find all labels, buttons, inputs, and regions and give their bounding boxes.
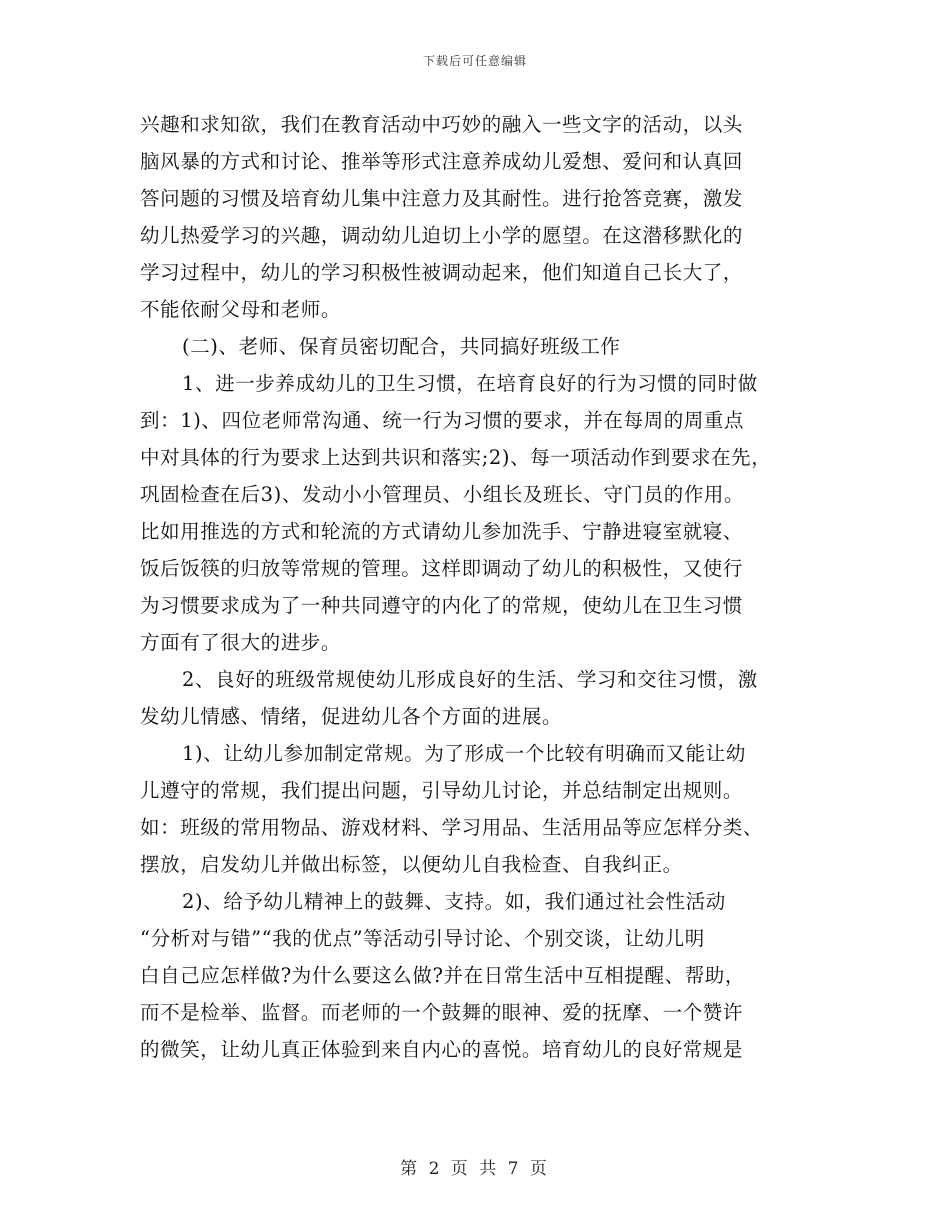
page-header: 下载后可任意编辑 [422,54,527,68]
text-line: 兴趣和求知欲，我们在教育活动中巧妙的融入一些文字的活动，以头 [140,113,744,136]
text-line: 白自己应怎样做?为什么要这么做?并在日常生活中互相提醒、帮助， [140,964,746,987]
text-line: 如：班级的常用物品、游戏材料、学习用品、生活用品等应怎样分类、 [140,816,764,839]
text-line: 2)、给予幼儿精神上的鼓舞、支持。如，我们通过社会性活动 [182,890,726,913]
section-heading: (二)、老师、保育员密切配合，共同搞好班级工作 [182,335,621,358]
text-line: 为习惯要求成为了一种共同遵守的内化了的常规，使幼儿在卫生习惯 [140,594,744,617]
page-number: 第 2 页 共 7 页 [400,1159,550,1179]
text-line: 饭后饭筷的归放等常规的管理。这样即调动了幼儿的积极性，又使行 [140,557,744,580]
text-line: 学习过程中，幼儿的学习积极性被调动起来，他们知道自己长大了， [140,261,744,284]
text-line: 1、进一步养成幼儿的卫生习惯，在培育良好的行为习惯的同时做 [182,372,758,395]
text-line: 2、良好的班级常规使幼儿形成良好的生活、学习和交往习惯，激 [182,668,758,691]
text-line: 答问题的习惯及培育幼儿集中注意力及其耐性。进行抢答竞赛，激发 [140,187,744,210]
text-line: 巩固检查在后3)、发动小小管理员、小组长及班长、守门员的作用。 [140,483,745,506]
text-line: 1)、让幼儿参加制定常规。为了形成一个比较有明确而又能让幼 [182,742,746,765]
text-line: 中对具体的行为要求上达到共识和落实;2)、每一项活动作到要求在先， [140,446,772,469]
text-line: “分析对与错”“我的优点”等活动引导讨论、个别交谈，让幼儿明 [140,927,705,950]
text-line: 不能依耐父母和老师。 [140,298,342,321]
text-line: 而不是检举、监督。而老师的一个鼓舞的眼神、爱的抚摩、一个赞许 [140,1001,744,1024]
document-body [140,106,810,1068]
text-line: 发幼儿情感、情绪，促进幼儿各个方面的进展。 [140,705,563,728]
text-line: 的微笑，让幼儿真正体验到来自内心的喜悦。培育幼儿的良好常规是 [140,1038,744,1061]
text-line: 摆放，启发幼儿并做出标签，以便幼儿自我检查、自我纠正。 [140,853,683,876]
text-line: 幼儿热爱学习的兴趣，调动幼儿迫切上小学的愿望。在这潜移默化的 [140,224,744,247]
text-line: 到：1)、四位老师常沟通、统一行为习惯的要求，并在每周的周重点 [140,409,745,432]
text-line: 方面有了很大的进步。 [140,631,342,654]
text-line: 儿遵守的常规，我们提出问题，引导幼儿讨论，并总结制定出规则。 [140,779,744,802]
text-line: 比如用推选的方式和轮流的方式请幼儿参加洗手、宁静进寝室就寝、 [140,520,744,543]
text-line: 脑风暴的方式和讨论、推举等形式注意养成幼儿爱想、爱问和认真回 [140,150,744,173]
